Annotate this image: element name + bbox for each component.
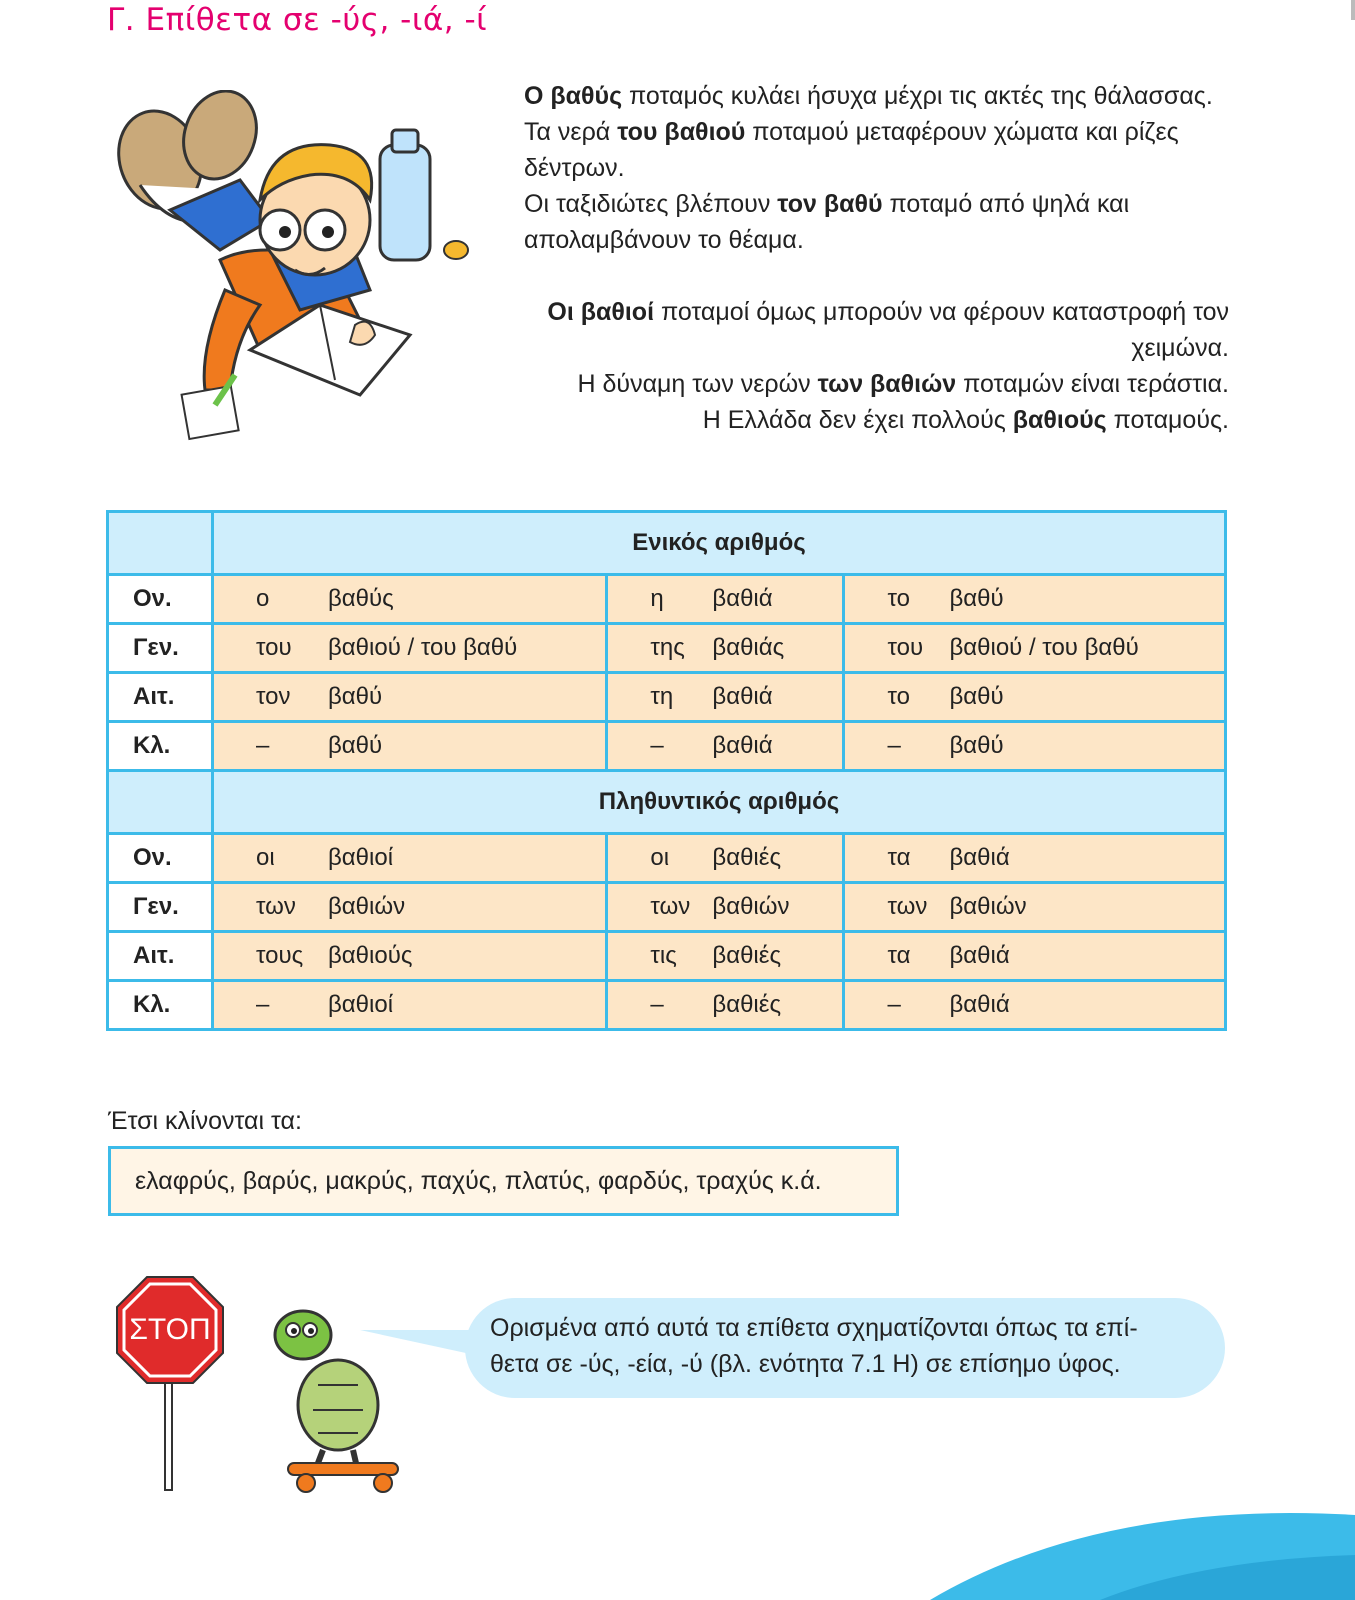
adjective-form: βαθιού / του βαθύ (328, 634, 518, 661)
adjective-form: βαθιά (949, 942, 1010, 969)
form-cell (844, 981, 1226, 1030)
form-cell (607, 883, 844, 932)
table-row (108, 981, 1226, 1030)
case-label: Κλ. (108, 981, 213, 1030)
adjective-form: βαθύ (328, 732, 383, 759)
table-row (108, 722, 1226, 771)
form-cell (844, 722, 1226, 771)
table-row (108, 834, 1226, 883)
form-cell (607, 981, 844, 1030)
form-cell (213, 575, 607, 624)
form-cell (213, 673, 607, 722)
singular-header-row (108, 512, 1226, 575)
article: των (650, 893, 691, 920)
article: του (887, 634, 924, 661)
similar-words-box: ελαφρύς, βαρύς, μακρύς, παχύς, πλατύς, φαρδύς, τραχύς κ.ά. (108, 1146, 899, 1216)
form-cell (213, 932, 607, 981)
adjective-form: βαθιά (949, 844, 1010, 871)
adjective-form: βαθιές (712, 942, 782, 969)
adjective-form: βαθύ (949, 585, 1004, 612)
form-cell (607, 722, 844, 771)
form-cell (844, 932, 1226, 981)
speech-bubble-tail (360, 1325, 480, 1365)
bubble-line-2: θετα σε -ύς, -εία, -ύ (βλ. ενότητα 7.1 Η) σε επίσημο ύφος. (490, 1350, 1121, 1378)
adjective-form: βαθιοί (328, 991, 394, 1018)
example-sentences (524, 78, 1229, 438)
table-row (108, 624, 1226, 673)
form-cell (213, 883, 607, 932)
form-cell (607, 575, 844, 624)
case-label: Κλ. (108, 722, 213, 771)
plural-header-row (108, 771, 1226, 834)
adjective-form: βαθύ (949, 683, 1004, 710)
adjective-form: βαθιών (949, 893, 1027, 920)
case-label: Ον. (108, 575, 213, 624)
adjective-form: βαθιοί (328, 844, 394, 871)
speech-bubble (465, 1298, 1225, 1398)
adjective-form: βαθιά (712, 585, 773, 612)
similar-words-label: Έτσι κλίνονται τα: (108, 1107, 302, 1135)
decorative-wave (900, 1460, 1355, 1600)
form-cell (607, 624, 844, 673)
article: του (256, 634, 292, 661)
form-cell (844, 883, 1226, 932)
stop-sign-illustration (115, 1275, 225, 1495)
form-cell (213, 981, 607, 1030)
case-label: Αιτ. (108, 932, 213, 981)
article: τα (887, 844, 911, 871)
article: τα (887, 942, 911, 969)
form-cell (844, 673, 1226, 722)
sentence-4: Οι βαθιοί ποταμοί όμως μπορούν να φέρουν καταστροφή τον χειμώνα. (547, 298, 1229, 362)
singular-header: Ενικός αριθμός (213, 512, 1226, 575)
bubble-line-1: Ορισμένα από αυτά τα επίθετα σχηματίζονται όπως τα επί- (490, 1314, 1138, 1342)
page-title: Γ. Επίθετα σε -ύς, -ιά, -ί (107, 2, 488, 38)
form-cell (844, 834, 1226, 883)
article: των (256, 893, 296, 920)
article: των (887, 893, 928, 920)
adjective-form: βαθιού / του βαθύ (949, 634, 1139, 661)
article: – (650, 732, 664, 759)
reading-boy-illustration (110, 90, 490, 450)
adjective-form: βαθιά (949, 991, 1010, 1018)
article: – (887, 991, 901, 1018)
header-spacer (108, 512, 213, 575)
case-label: Αιτ. (108, 673, 213, 722)
case-label: Γεν. (108, 883, 213, 932)
article: τους (256, 942, 304, 969)
page-edge (1351, 0, 1355, 20)
adjective-form: βαθιάς (712, 634, 785, 661)
form-cell (213, 624, 607, 673)
article: – (256, 991, 270, 1018)
form-cell (213, 722, 607, 771)
adjective-form: βαθιά (712, 732, 773, 759)
article: ο (256, 585, 270, 612)
case-label: Γεν. (108, 624, 213, 673)
adjective-form: βαθιές (712, 991, 782, 1018)
declension-table (106, 510, 1227, 1031)
article: – (650, 991, 664, 1018)
table-row (108, 932, 1226, 981)
sentence-3: Οι ταξιδιώτες βλέπουν τον βαθύ ποταμό από ψηλά και απολαμβάνουν το θέαμα. (524, 190, 1130, 254)
article: τον (256, 683, 291, 710)
table-row (108, 575, 1226, 624)
adjective-form: βαθιών (328, 893, 406, 920)
form-cell (607, 932, 844, 981)
stop-sign-text: ΣΤΟΠ (129, 1313, 211, 1346)
adjective-form: βαθύ (949, 732, 1004, 759)
article: – (256, 732, 270, 759)
article: τη (650, 683, 674, 710)
article: τις (650, 942, 677, 969)
sentence-2: Τα νερά του βαθιού ποταμού μεταφέρουν χώματα και ρίζες δέντρων. (524, 118, 1179, 182)
adjective-form: βαθιών (712, 893, 790, 920)
adjective-form: βαθύ (328, 683, 383, 710)
form-cell (607, 673, 844, 722)
adjective-form: βαθύς (328, 585, 394, 612)
header-spacer (108, 771, 213, 834)
adjective-form: βαθιούς (328, 942, 413, 969)
case-label: Ον. (108, 834, 213, 883)
table-row (108, 883, 1226, 932)
article: η (650, 585, 664, 612)
article: το (887, 683, 910, 710)
form-cell (844, 624, 1226, 673)
adjective-form: βαθιά (712, 683, 773, 710)
form-cell (844, 575, 1226, 624)
plural-header: Πληθυντικός αριθμός (213, 771, 1226, 834)
article: οι (650, 844, 670, 871)
adjective-form: βαθιές (712, 844, 782, 871)
article: το (887, 585, 910, 612)
article: – (887, 732, 901, 759)
table-row (108, 673, 1226, 722)
form-cell (607, 834, 844, 883)
sentence-5: Η δύναμη των νερών των βαθιών ποταμών είναι τεράστια. (577, 370, 1229, 398)
article: οι (256, 844, 275, 871)
sentence-1: Ο βαθύς ποταμός κυλάει ήσυχα μέχρι τις ακτές της θάλασσας. (524, 82, 1213, 110)
form-cell (213, 834, 607, 883)
article: της (650, 634, 685, 661)
sentence-6: Η Ελλάδα δεν έχει πολλούς βαθιούς ποταμούς. (702, 406, 1229, 434)
